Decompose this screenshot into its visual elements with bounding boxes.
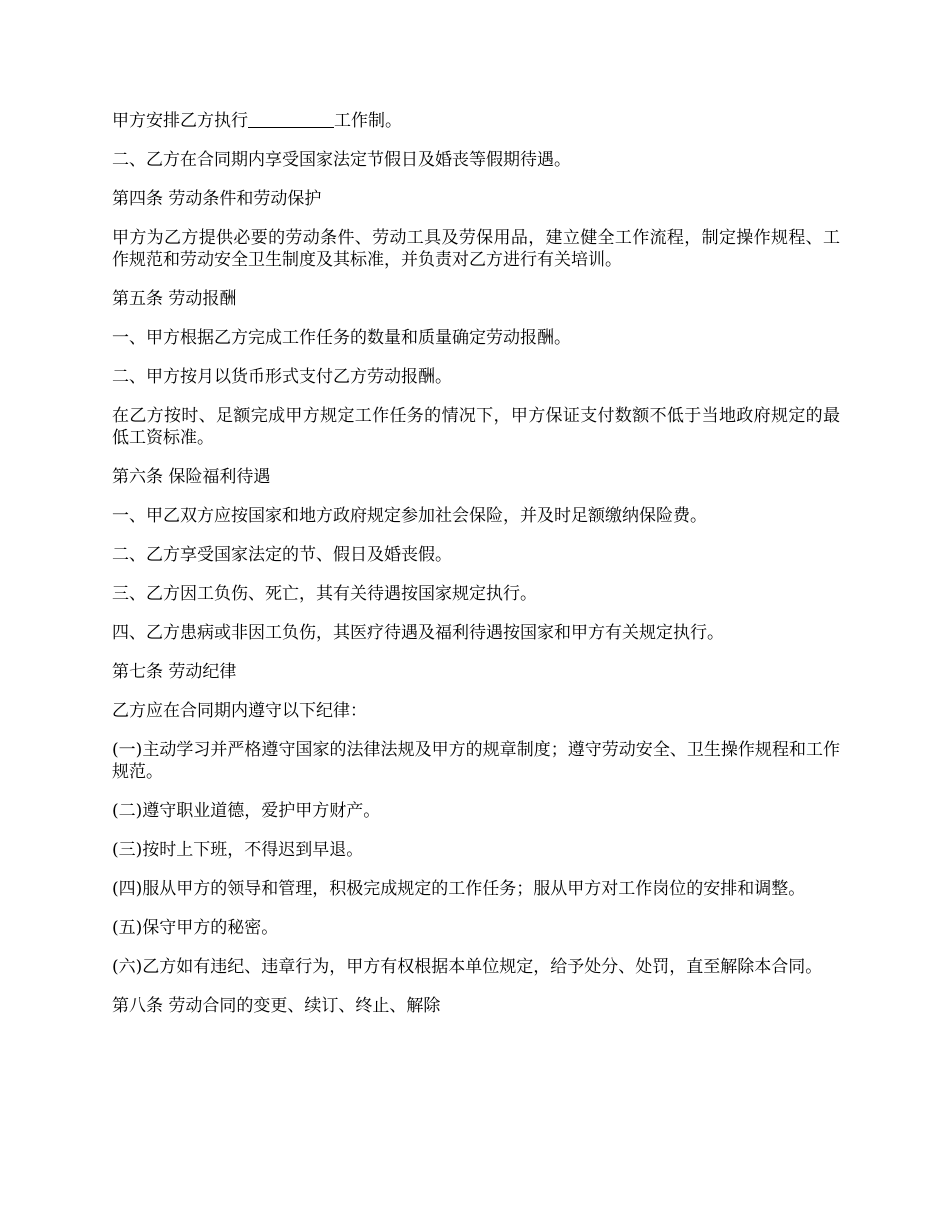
- fill-in-blank: [248, 110, 334, 128]
- list-item: (一)主动学习并严格遵守国家的法律法规及甲方的规章制度；遵守劳动安全、卫生操作规程和工作规范。: [112, 740, 840, 782]
- article-heading: 第四条 劳动条件和劳动保护: [112, 189, 322, 209]
- list-item: (六)乙方如有违纪、违章行为，甲方有权根据本单位规定，给予处分、处罚，直至解除本合同。: [112, 957, 823, 977]
- paragraph: 乙方应在合同期内遵守以下纪律：: [112, 701, 367, 721]
- paragraph-work-schedule: [112, 110, 840, 132]
- paragraph-text: 甲方安排乙方执行: [112, 111, 248, 131]
- article-heading: 第五条 劳动报酬: [112, 289, 237, 309]
- paragraph: 甲方为乙方提供必要的劳动条件、劳动工具及劳保用品，建立健全工作流程，制定操作规程、工作规范和劳动安全卫生制度及其标准，并负责对乙方进行有关培训。: [112, 228, 840, 270]
- list-item: (五)保守甲方的秘密。: [112, 918, 279, 938]
- list-item: (四)服从甲方的领导和管理，积极完成规定的工作任务；服从甲方对工作岗位的安排和调整。: [112, 879, 806, 899]
- paragraph: 在乙方按时、足额完成甲方规定工作任务的情况下，甲方保证支付数额不低于当地政府规定的最低工资标准。: [112, 406, 840, 448]
- paragraph: 二、乙方享受国家法定的节、假日及婚丧假。: [112, 545, 452, 565]
- list-item: (二)遵守职业道德，爱护甲方财产。: [112, 801, 381, 821]
- paragraph: 一、甲乙双方应按国家和地方政府规定参加社会保险，并及时足额缴纳保险费。: [112, 506, 707, 526]
- paragraph: 一、甲方根据乙方完成工作任务的数量和质量确定劳动报酬。: [112, 328, 571, 348]
- article-heading: 第七条 劳动纪律: [112, 662, 237, 682]
- paragraph: 二、甲方按月以货币形式支付乙方劳动报酬。: [112, 367, 452, 387]
- article-heading: 第八条 劳动合同的变更、续订、终止、解除: [112, 996, 441, 1016]
- paragraph: 二、乙方在合同期内享受国家法定节假日及婚丧等假期待遇。: [112, 150, 571, 170]
- list-item: (三)按时上下班，不得迟到早退。: [112, 840, 364, 860]
- paragraph: 四、乙方患病或非因工负伤，其医疗待遇及福利待遇按国家和甲方有关规定执行。: [112, 623, 724, 643]
- article-heading: 第六条 保险福利待遇: [112, 467, 271, 487]
- paragraph-text: 工作制。: [334, 111, 402, 131]
- paragraph: 三、乙方因工负伤、死亡，其有关待遇按国家规定执行。: [112, 584, 537, 604]
